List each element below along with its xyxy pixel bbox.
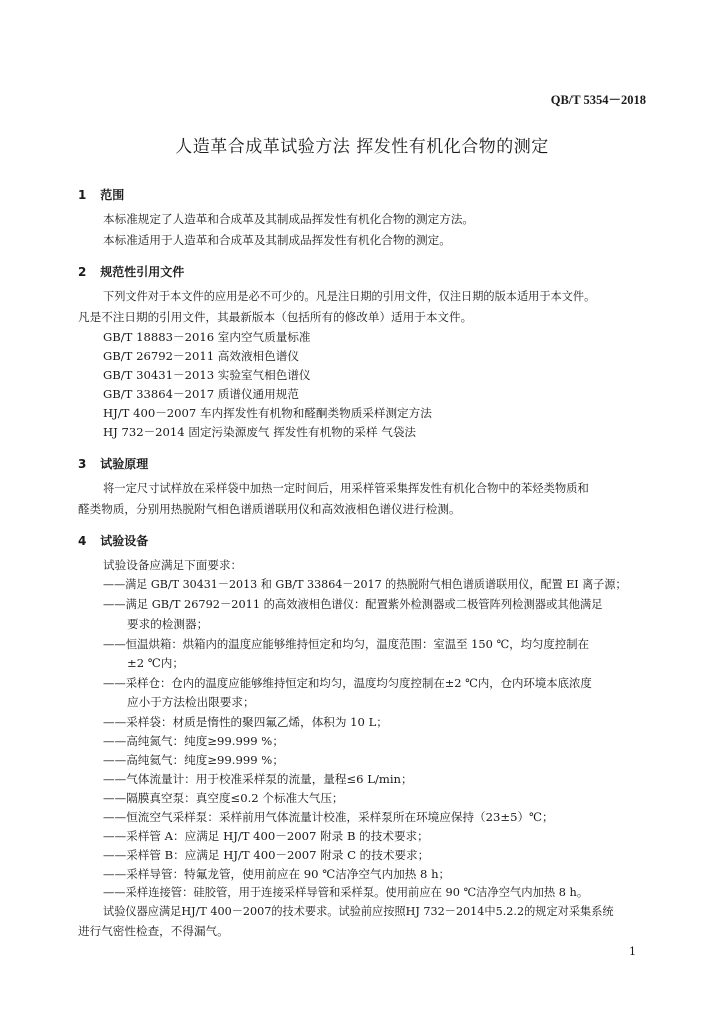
section-4-heading [78, 532, 148, 549]
equipment-item: ——采样连接管：硅胶管，用于连接采样导管和采样泵。使用前应在 90 ℃洁净空气内加热 8 h。 [103, 886, 589, 899]
equipment-item: ——采样袋：材质是惰性的聚四氟乙烯，体积为 10 L； [103, 715, 388, 729]
equipment-item: ——满足 GB/T 26792－2011 的高效液相色谱仪：配置紫外检测器或二极管阵列检测器或其他满足 [103, 598, 603, 611]
paragraph-line: 试验仪器应满足HJ/T 400－2007的技术要求。试验前应按照HJ 732－2014中5.2.2的规定对采集系统 [103, 905, 614, 918]
paragraph-line: 将一定尺寸试样放在采样袋中加热一定时间后，用采样管采集挥发性有机化合物中的苯烃类物质和 [103, 482, 589, 495]
equipment-item: ——恒流空气采样泵：采样前用气体流量计校准，采样泵所在环境应保持（23±5）℃； [103, 810, 554, 824]
document-title: 人造革合成革试验方法 挥发性有机化合物的测定 [175, 137, 549, 157]
equipment-item: ——采样仓：仓内的温度应能够维持恒定和均匀，温度均匀度控制在±2 ℃内，仓内环境本底浓度 [103, 676, 592, 690]
paragraph-line: 凡是不注日期的引用文件，其最新版本（包括所有的修改单）适用于本文件。 [78, 310, 473, 324]
paragraph-line: 进行气密性检查，不得漏气。 [78, 924, 229, 938]
equipment-item: ——高纯氮气：纯度≥99.999 %； [103, 734, 284, 748]
section-heading-text: 范围 [100, 188, 125, 202]
reference-item: HJ 732－2014 固定污染源废气 挥发性有机物的采样 气袋法 [103, 425, 417, 439]
paragraph-line: 下列文件对于本文件的应用是必不可少的。凡是注日期的引用文件，仅注日期的版本适用于本文件。 [103, 290, 596, 303]
equipment-item-continuation: 应小于方法检出限要求； [127, 695, 255, 709]
equipment-item: ——采样管 A：应满足 HJ/T 400－2007 附录 B 的技术要求； [103, 829, 429, 843]
equipment-item: ——满足 GB/T 30431－2013 和 GB/T 33864－2017 的热脱附气相色谱质谱联用仪，配置 EI 离子源； [103, 578, 627, 591]
standard-code: QB/T 5354－2018 [550, 93, 646, 107]
reference-item: HJ/T 400－2007 车内挥发性有机物和醛酮类物质采样测定方法 [103, 406, 432, 420]
equipment-item: ——隔膜真空泵：真空度≤0.2 个标准大气压； [103, 791, 344, 805]
reference-item: GB/T 33864－2017 质谱仪通用规范 [103, 387, 299, 401]
section-number: 3 [78, 457, 87, 471]
paragraph-line: 试验设备应满足下面要求： [103, 558, 243, 572]
reference-item: GB/T 18883－2016 室内空气质量标准 [103, 330, 311, 344]
equipment-item-continuation: 要求的检测器； [127, 617, 209, 631]
section-number: 4 [78, 534, 87, 548]
equipment-item-continuation: ±2 ℃内； [127, 656, 184, 670]
paragraph-line: 醛类物质，分别用热脱附气相色谱质谱联用仪和高效液相色谱仪进行检测。 [78, 502, 461, 516]
page-number: 1 [629, 945, 636, 958]
equipment-item: ——气体流量计：用于校准采样泵的流量，量程≤6 L/min； [103, 772, 413, 786]
paragraph-line: 本标准适用于人造革和合成革及其制成品挥发性有机化合物的测定。 [103, 233, 451, 247]
section-number: 2 [78, 265, 87, 279]
equipment-item: ——采样导管：特氟龙管，使用前应在 90 ℃洁净空气内加热 8 h； [103, 867, 451, 881]
equipment-item: ——恒温烘箱：烘箱内的温度应能够维持恒定和均匀，温度范围：室温至 150 ℃，均匀度控制在 [103, 637, 589, 651]
equipment-item: ——高纯氦气：纯度≥99.999 %； [103, 753, 284, 767]
reference-item: GB/T 30431－2013 实验室气相色谱仪 [103, 368, 311, 382]
section-3-heading [78, 455, 148, 472]
section-number: 1 [78, 188, 87, 202]
reference-item: GB/T 26792－2011 高效液相色谱仪 [103, 349, 299, 363]
paragraph-line: 本标准规定了人造革和合成革及其制成品挥发性有机化合物的测定方法。 [103, 212, 475, 226]
section-heading-text: 规范性引用文件 [100, 265, 185, 279]
equipment-item: ——采样管 B：应满足 HJ/T 400－2007 附录 C 的技术要求； [103, 848, 430, 862]
section-2-heading [78, 263, 184, 280]
section-1-heading [78, 186, 124, 203]
section-heading-text: 试验设备 [100, 534, 149, 548]
section-heading-text: 试验原理 [100, 457, 149, 471]
